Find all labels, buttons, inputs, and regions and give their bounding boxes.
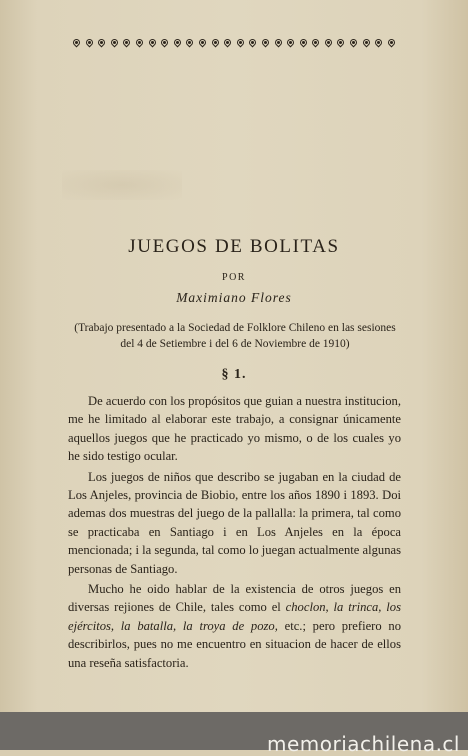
ornament-flower-icon <box>299 38 308 47</box>
ornament-flower-icon <box>362 38 371 47</box>
watermark-bar <box>0 712 468 756</box>
ornament-flower-icon <box>135 38 144 47</box>
ornament-flower-icon <box>374 38 383 47</box>
printer-ornament-border <box>72 34 396 50</box>
ornament-flower-icon <box>148 38 157 47</box>
paragraph-3-after: etc.; pero prefiero no describirlos, pues no me encuentro en situacion de hacer de ellos una reseña satisfactoria. <box>68 618 401 670</box>
ornament-flower-icon <box>387 38 396 47</box>
ornament-flower-icon <box>110 38 119 47</box>
ornament-flower-icon <box>185 38 194 47</box>
paragraph-2: Los juegos de niños que describo se jugaban en la ciudad de Los Anjeles, provincia de Biobio, entre los años 1890 i 1893. Doi ademas dos muestras del juego de la pallalla: la primera, tal como se practicaba en Santiago i en Los Anjeles en la época mencionada; i la segunda, tal como lo juegan actualmente algunas personas de Santiago. <box>68 469 401 576</box>
ornament-flower-icon <box>349 38 358 47</box>
ornament-flower-icon <box>122 38 131 47</box>
watermark-text: memoriachilena.cl <box>267 732 460 756</box>
ornament-flower-icon <box>223 38 232 47</box>
paragraph-3-before: Mucho he oido hablar de la existencia de otros juegos en diversas rejiones de Chile, tales como el <box>68 582 401 615</box>
ornament-flower-icon <box>160 38 169 47</box>
ornament-flower-icon <box>198 38 207 47</box>
ornament-flower-icon <box>336 38 345 47</box>
ornament-flower-icon <box>248 38 257 47</box>
author-name: Maximiano Flores <box>176 290 292 305</box>
ornament-flower-icon <box>236 38 245 47</box>
paragraph-3 <box>68 580 401 672</box>
ornament-flower-icon <box>274 38 283 47</box>
subtitle-line-1: (Trabajo presentado a la Sociedad de Folklore Chileno en las sesiones <box>74 322 396 334</box>
ornament-flower-icon <box>311 38 320 47</box>
ornament-flower-icon <box>211 38 220 47</box>
section-heading: § 1. <box>221 367 247 382</box>
ornament-flower-icon <box>173 38 182 47</box>
ornament-flower-icon <box>286 38 295 47</box>
article-title: JUEGOS DE BOLITAS <box>128 236 340 257</box>
byline: POR <box>222 272 246 283</box>
ornament-flower-icon <box>97 38 106 47</box>
ornament-flower-icon <box>85 38 94 47</box>
paragraph-3-italic-terms: choclon, la trinca, los ejércitos, la batalla, la troya de pozo, <box>68 600 402 633</box>
ornament-flower-icon <box>72 38 81 47</box>
article-body <box>68 392 401 672</box>
paragraph-1: De acuerdo con los propósitos que guian a nuestra institucion, me he limitado al elaborar este trabajo, a consignar únicamente aquellos juegos que he practicado yo mismo, o de los cuales yo he sido testigo ocular. <box>68 394 401 464</box>
paper-stain <box>62 170 182 200</box>
ornament-flower-icon <box>324 38 333 47</box>
subtitle-line-2: del 4 de Setiembre i del 6 de Noviembre de 1910) <box>120 338 350 350</box>
ornament-flower-icon <box>261 38 270 47</box>
article-subtitle <box>70 320 400 352</box>
